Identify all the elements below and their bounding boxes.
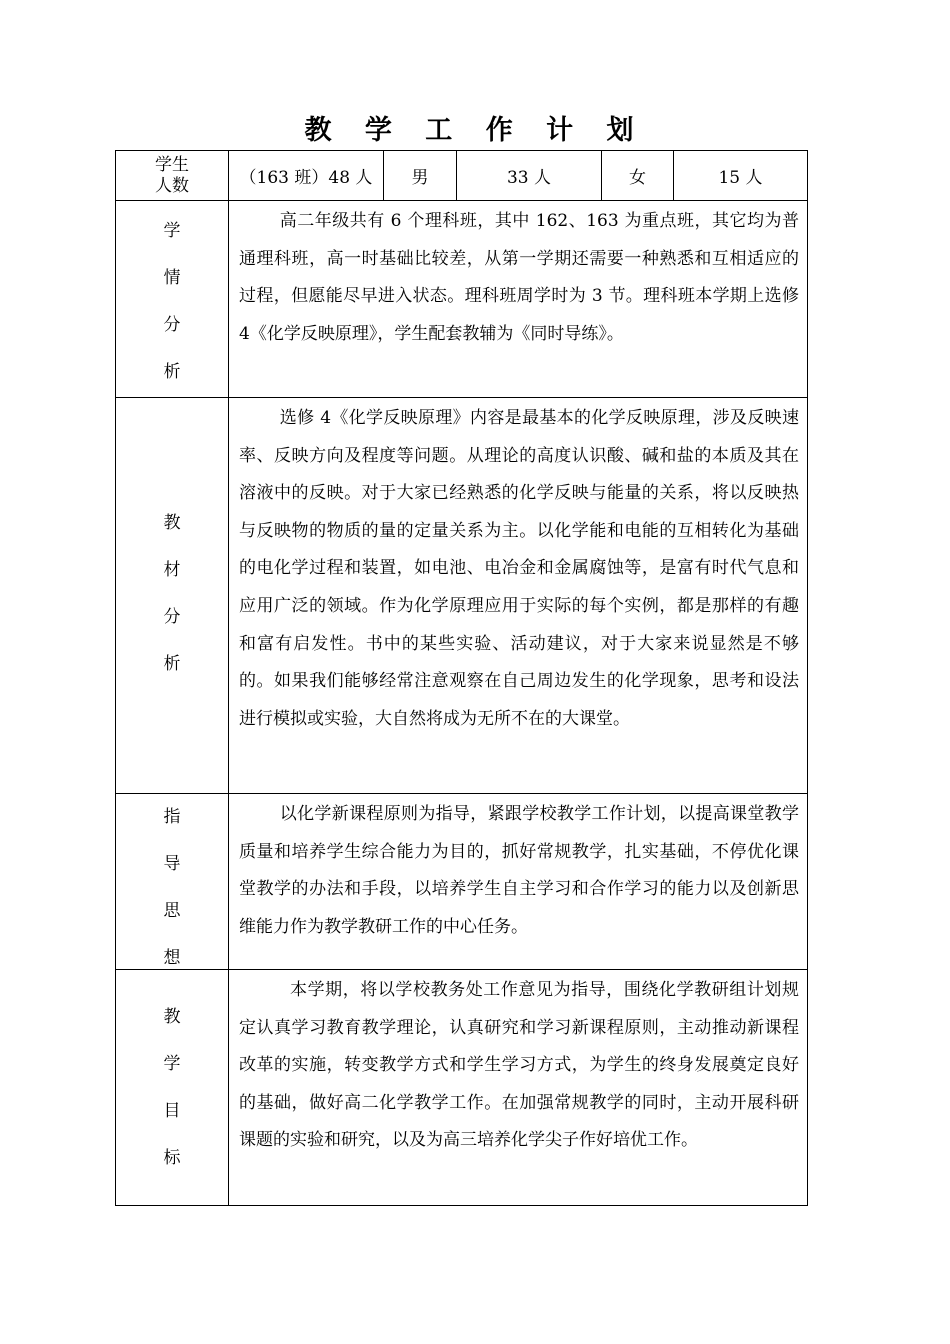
section-guiding-idea <box>116 794 807 970</box>
section-teaching-goals <box>116 970 807 1206</box>
female-label: 女 <box>602 151 674 200</box>
section-label: 教 学 目 标 <box>116 970 229 1206</box>
male-count: 33 人 <box>457 151 602 200</box>
section-text: 本学期，将以学校教务处工作意见为指导，围绕化学教研组计划规定认真学习教育教学理论，认真研究和学习新课程原则，主动推动新课程改革的实施，转变教学方式和学生学习方式，为学生的终身发展奠定良好的基础，做好高二化学教学工作。在加强常规教学的同时，主动开展科研课题的实验和研究，以及为高三培养化学尖子作好培优工作。 <box>239 980 799 1151</box>
section-label: 教 材 分 析 <box>116 398 229 793</box>
section-student-analysis <box>116 201 807 398</box>
section-text: 选修 4《化学反映原理》内容是最基本的化学反映原理，涉及反映速率、反映方向及程度等问题。从理论的高度认识酸、碱和盐的本质及其在溶液中的反映。对于大家已经熟悉的化学反映与能量的关系，将以反映热与反映物的物质的量的定量关系为主。以化学能和电能的互相转化为基础的电化学过程和装置，如电池、电冶金和金属腐蚀等，是富有时代气息和应用广泛的领域。作为化学原理应用于实际的每个实例，都是那样的有趣和富有启发性。书中的某些实验、活动建议，对于大家来说显然是不够的。如果我们能够经常注意观察在自己周边发生的化学现象，思考和设法进行模拟或实验，大自然将成为无所不在的大课堂。 <box>239 408 799 729</box>
student-count-row <box>116 151 807 201</box>
section-label: 学 情 分 析 <box>116 201 229 397</box>
section-label: 指 导 思 想 <box>116 794 229 969</box>
plan-table <box>115 150 808 1206</box>
student-count-label: 学生 人数 <box>116 151 229 200</box>
section-text: 高二年级共有 6 个理科班，其中 162、163 为重点班，其它均为普通理科班，高一时基础比较差，从第一学期还需要一种熟悉和互相适应的过程，但愿能尽早进入状态。理科班周学时为 3 节。理科班本学期上选修 4《化学反映原理》，学生配套教辅为《同时导练》。 <box>239 211 799 344</box>
section-textbook-analysis <box>116 398 807 794</box>
section-text: 以化学新课程原则为指导，紧跟学校教学工作计划，以提高课堂教学质量和培养学生综合能力为目的，抓好常规教学，扎实基础，不停优化课堂教学的办法和手段，以培养学生自主学习和合作学习的能力以及创新思维能力作为教学教研工作的中心任务。 <box>239 804 799 937</box>
female-count: 15 人 <box>718 168 763 188</box>
class-count: （163 班）48 人 <box>229 151 384 200</box>
page-title: 教 学 工 作 计 划 <box>304 115 646 146</box>
male-label: 男 <box>384 151 457 200</box>
